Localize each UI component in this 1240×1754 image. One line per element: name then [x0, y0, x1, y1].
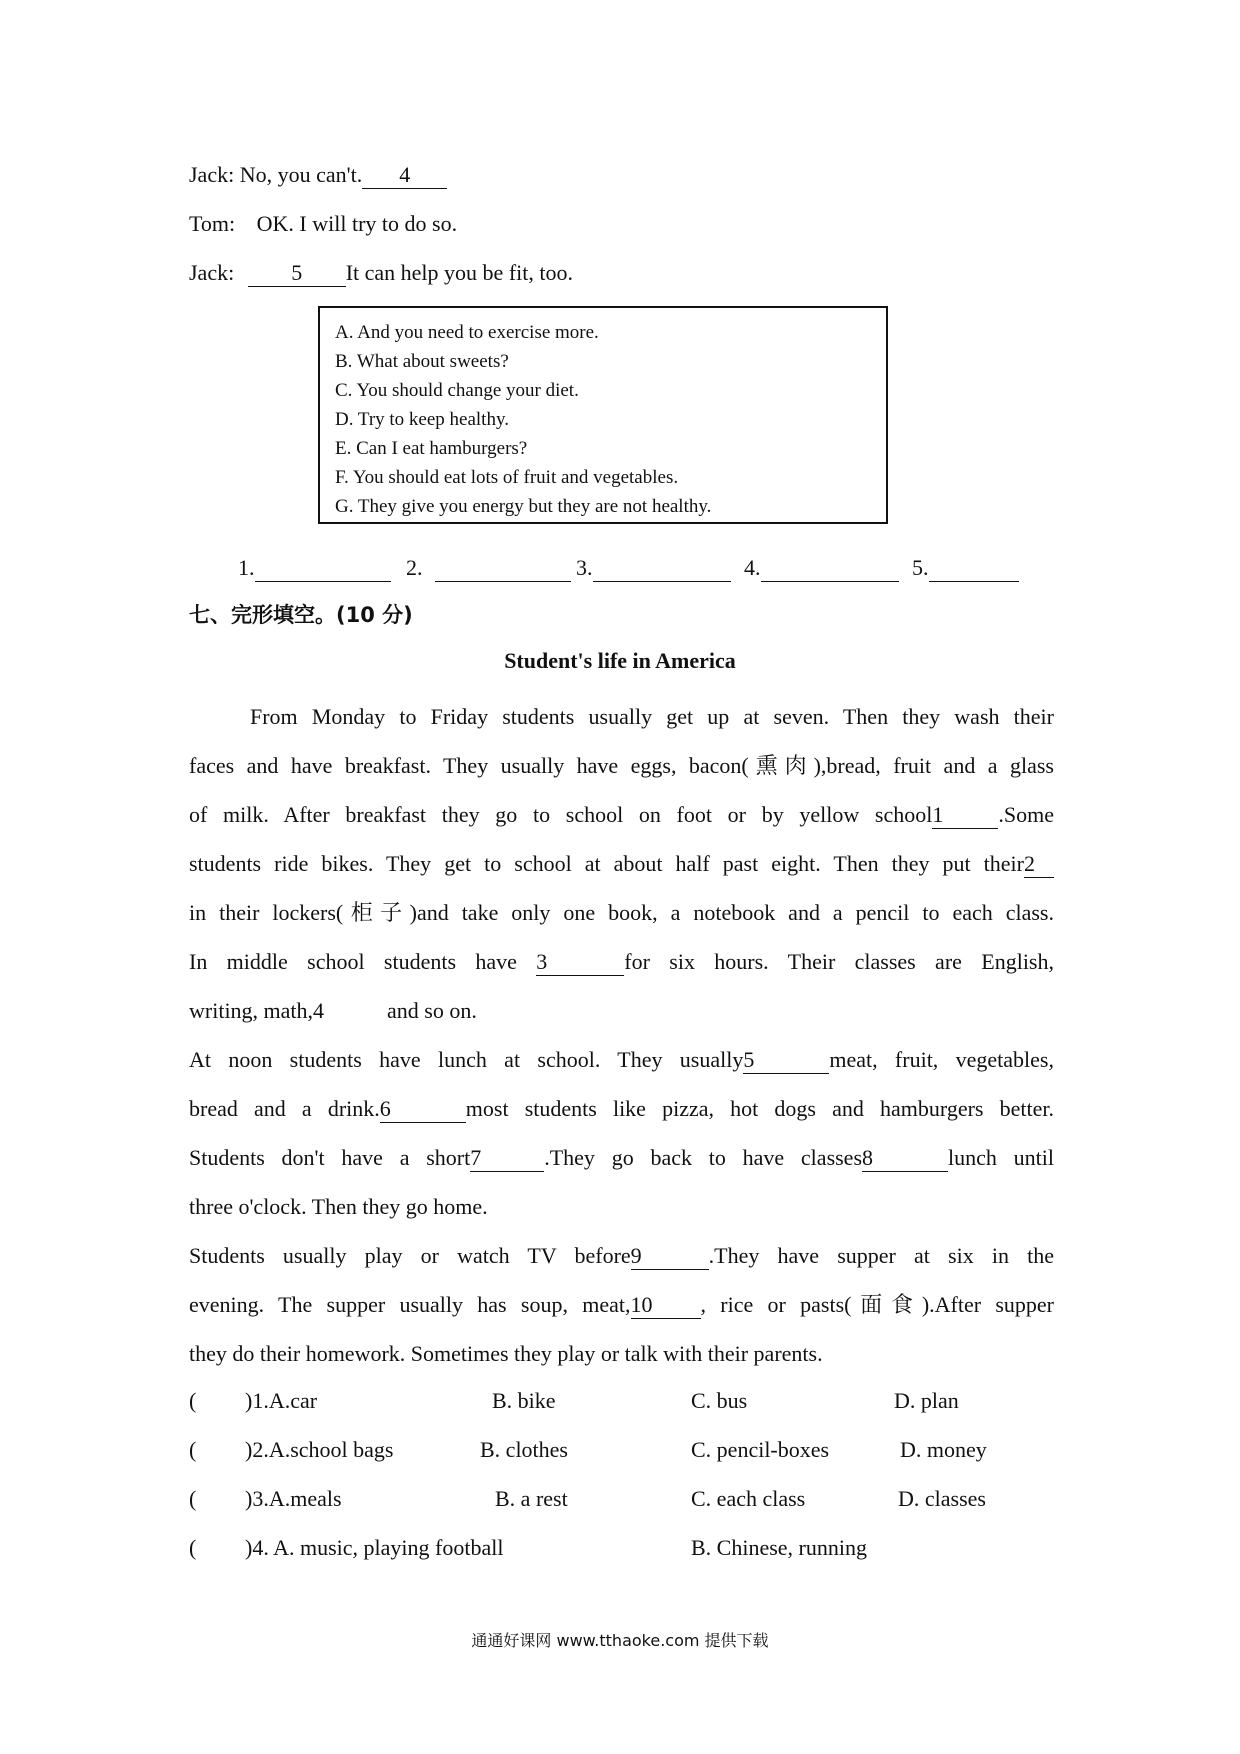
passage-text: In middle school students have — [189, 949, 517, 974]
passage-text: At noon students have lunch at school. They usually — [189, 1047, 744, 1072]
answer-paren[interactable]: ( — [189, 1388, 197, 1413]
dialogue-line-3 — [189, 258, 1064, 288]
speaker: Jack: — [189, 260, 235, 285]
passage-line: three o'clock. Then they go home. — [189, 1194, 488, 1219]
passage-text: and so on. — [387, 998, 477, 1023]
passage-line: From Monday to Friday students usually get up at seven. Then they wash their — [250, 704, 1054, 729]
option-b: B. What about sweets? — [335, 351, 509, 372]
cloze-blank-4: 4 — [313, 998, 325, 1023]
answer-blank: 5 — [248, 260, 346, 287]
answer-number: 5. — [912, 555, 929, 580]
section-heading: 七、完形填空。(10 分) — [189, 603, 413, 627]
option-d: D. plan — [894, 1388, 959, 1413]
cloze-blank-5: 5 — [743, 1047, 829, 1074]
speaker: Tom: — [189, 211, 236, 236]
cloze-blank-10: 10 — [631, 1292, 701, 1319]
answer-number: 3. — [576, 555, 593, 580]
passage-line — [189, 1133, 1054, 1182]
passage-text: .They have supper at six in the — [708, 1243, 1054, 1268]
option-c: C. pencil-boxes — [691, 1437, 830, 1462]
cloze-blank-8: 8 — [862, 1145, 948, 1172]
passage-text: .They go back to have classes — [544, 1145, 863, 1170]
answer-item-2 — [406, 553, 571, 583]
option-d: D. Try to keep healthy. — [335, 409, 509, 430]
passage-line — [189, 1231, 1054, 1280]
passage-text: .Some — [998, 802, 1054, 827]
answer-blank[interactable] — [435, 555, 571, 582]
question-number-option-a: )3.A.meals — [245, 1486, 342, 1511]
cloze-blank-3: 3 — [536, 949, 624, 976]
option-a: A. And you need to exercise more. — [335, 322, 599, 343]
passage-line — [189, 1084, 1054, 1133]
passage-text: Students usually play or watch TV before — [189, 1243, 631, 1268]
option-c: C. each class — [691, 1486, 806, 1511]
footer-watermark: 通通好课网 www.tthaoke.com 提供下载 — [471, 1631, 769, 1650]
passage-text: evening. The supper usually has soup, meat, — [189, 1292, 631, 1317]
option-e: E. Can I eat hamburgers? — [335, 438, 528, 459]
answer-item-4 — [744, 553, 899, 583]
answer-blank[interactable] — [761, 555, 899, 582]
passage-line — [189, 1280, 1054, 1329]
passage-text: for six hours. Their classes are English, — [624, 949, 1054, 974]
passage — [189, 692, 1054, 1378]
passage-line — [189, 790, 1054, 839]
answer-paren[interactable]: ( — [189, 1486, 197, 1511]
answer-number: 1. — [238, 555, 255, 580]
cloze-blank-6: 6 — [380, 1096, 466, 1123]
option-b: B. a rest — [495, 1486, 568, 1511]
option-b: B. bike — [492, 1388, 556, 1413]
option-d: D. classes — [898, 1486, 986, 1511]
question-number-option-a: )1.A.car — [245, 1388, 318, 1413]
passage-text: most students like pizza, hot dogs and hamburgers better. — [465, 1096, 1054, 1121]
passage-line: in their lockers(柜子)and take only one book, a notebook and a pencil to each class. — [189, 900, 1054, 925]
question-number-option-a: )2.A.school bags — [245, 1437, 394, 1462]
answer-blank[interactable] — [593, 555, 731, 582]
option-d: D. money — [900, 1437, 987, 1462]
answer-item-3 — [576, 553, 731, 583]
passage-text: , rice or pasts(面食).After supper — [700, 1292, 1054, 1317]
option-b: B. Chinese, running — [691, 1535, 867, 1560]
answer-number: 4. — [744, 555, 761, 580]
speaker: Jack: — [189, 162, 235, 187]
passage-text: Students don't have a short — [189, 1145, 471, 1170]
cloze-blank-7: 7 — [470, 1145, 544, 1172]
passage-title: Student's life in America — [504, 648, 736, 673]
option-b: B. clothes — [480, 1437, 568, 1462]
passage-line: they do their homework. Sometimes they play or talk with their parents. — [189, 1341, 823, 1366]
answer-number: 2. — [406, 555, 423, 580]
passage-text: writing, math, — [189, 998, 314, 1023]
option-c: C. bus — [691, 1388, 748, 1413]
answer-blank[interactable] — [255, 555, 391, 582]
answer-paren[interactable]: ( — [189, 1535, 197, 1560]
answer-blank[interactable] — [929, 555, 1019, 582]
passage-line — [189, 986, 1054, 1035]
cloze-blank-1: 1 — [932, 802, 998, 829]
cloze-blank-9: 9 — [631, 1243, 709, 1270]
dialogue-text: It can help you be fit, too. — [345, 260, 573, 285]
passage-text: of milk. After breakfast they go to school on foot or by yellow school — [189, 802, 933, 827]
passage-text: lunch until — [948, 1145, 1054, 1170]
answer-item-5 — [912, 553, 1019, 583]
dialogue-text: OK. I will try to do so. — [256, 211, 458, 236]
passage-text: meat, fruit, vegetables, — [829, 1047, 1054, 1072]
option-g: G. They give you energy but they are not healthy. — [335, 496, 712, 517]
passage-line — [189, 839, 1054, 888]
option-f: F. You should eat lots of fruit and vegetables. — [335, 467, 679, 488]
dialogue-line-1 — [189, 160, 1064, 190]
answer-blank: 4 — [362, 162, 447, 189]
passage-line — [189, 1035, 1054, 1084]
options-box — [318, 306, 888, 524]
answer-item-1 — [238, 553, 391, 583]
dialogue-line-2 — [189, 209, 1064, 239]
question-number-option-a: )4. A. music, playing football — [245, 1535, 504, 1560]
answer-paren[interactable]: ( — [189, 1437, 197, 1462]
passage-line — [189, 937, 1054, 986]
cloze-blank-2: 2 — [1024, 851, 1054, 878]
dialogue-text: No, you can't. — [239, 162, 363, 187]
option-c: C. You should change your diet. — [335, 380, 579, 401]
passage-line: faces and have breakfast. They usually have eggs, bacon(熏肉),bread, fruit and a glass — [189, 753, 1054, 778]
passage-text: bread and a drink. — [189, 1096, 380, 1121]
passage-text: students ride bikes. They get to school at about half past eight. Then they put their — [189, 851, 1024, 876]
